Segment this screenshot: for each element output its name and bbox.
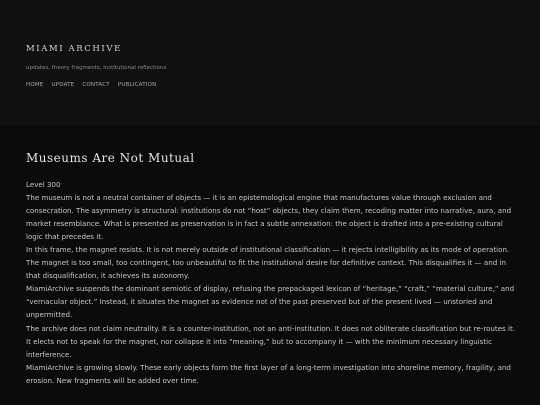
nav-link-contact[interactable]: CONTACT — [82, 82, 110, 88]
nav-link-update[interactable]: UPDATE — [51, 82, 75, 88]
post-paragraph: The archive does not claim neutrality. It is a counter-institution, not an anti-institution. It does not obliterate classification but re-routes it. It elects not to speak for the magnet, nor collapse it into “meaning,” but to accompany it — with the minimum necessary linguistic interference. — [26, 323, 516, 359]
post-paragraph: The museum is not a neutral container of objects — it is an epistemological engine that manufactures value through exclusion and consecration. The asymmetry is structural: institutions do not “host” objects, they claim them, recoding matter into narrative, aura, and market resemblance. What is presented as preservation is in fact a subtle annexation: the object is drafted into a pre-existing cultural logic that precedes it. — [26, 193, 512, 242]
post-title: Museums Are Not Mutual — [26, 151, 195, 165]
main-nav — [26, 82, 156, 88]
nav-link-publication[interactable]: PUBLICATION — [117, 82, 157, 88]
site-title[interactable]: MIAMI ARCHIVE — [26, 44, 122, 54]
site-header — [0, 0, 540, 125]
post-level-label: Level 300 — [26, 180, 61, 189]
site-tagline: updates, theory fragments, institutional reflections — [26, 65, 167, 71]
post-paragraph: In this frame, the magnet resists. It is not merely outside of institutional classification — it rejects intelligibility as its mode of operation. The magnet is too small, too contingent, too unbeautiful to fit the institutional desire for definitive context. This disqualifies it — and in that disqualification, it achieves its autonomy. — [26, 245, 510, 281]
post-content — [26, 178, 518, 387]
post-paragraph: MiamiArchive is growing slowly. These early objects form the first layer of a long-term investigation into shoreline memory, fragility, and erosion. New fragments will be added over time. — [26, 362, 511, 385]
post-paragraph: MiamiArchive suspends the dominant semiotic of display, refusing the prepackaged lexicon of “heritage,” “craft,” “material culture,” and “vernacular object.” Instead, it situates the magnet as evidence not of the past preserved but of the present lived — unstoried and unpermitted. — [26, 284, 515, 320]
nav-link-home[interactable]: HOME — [26, 82, 44, 88]
